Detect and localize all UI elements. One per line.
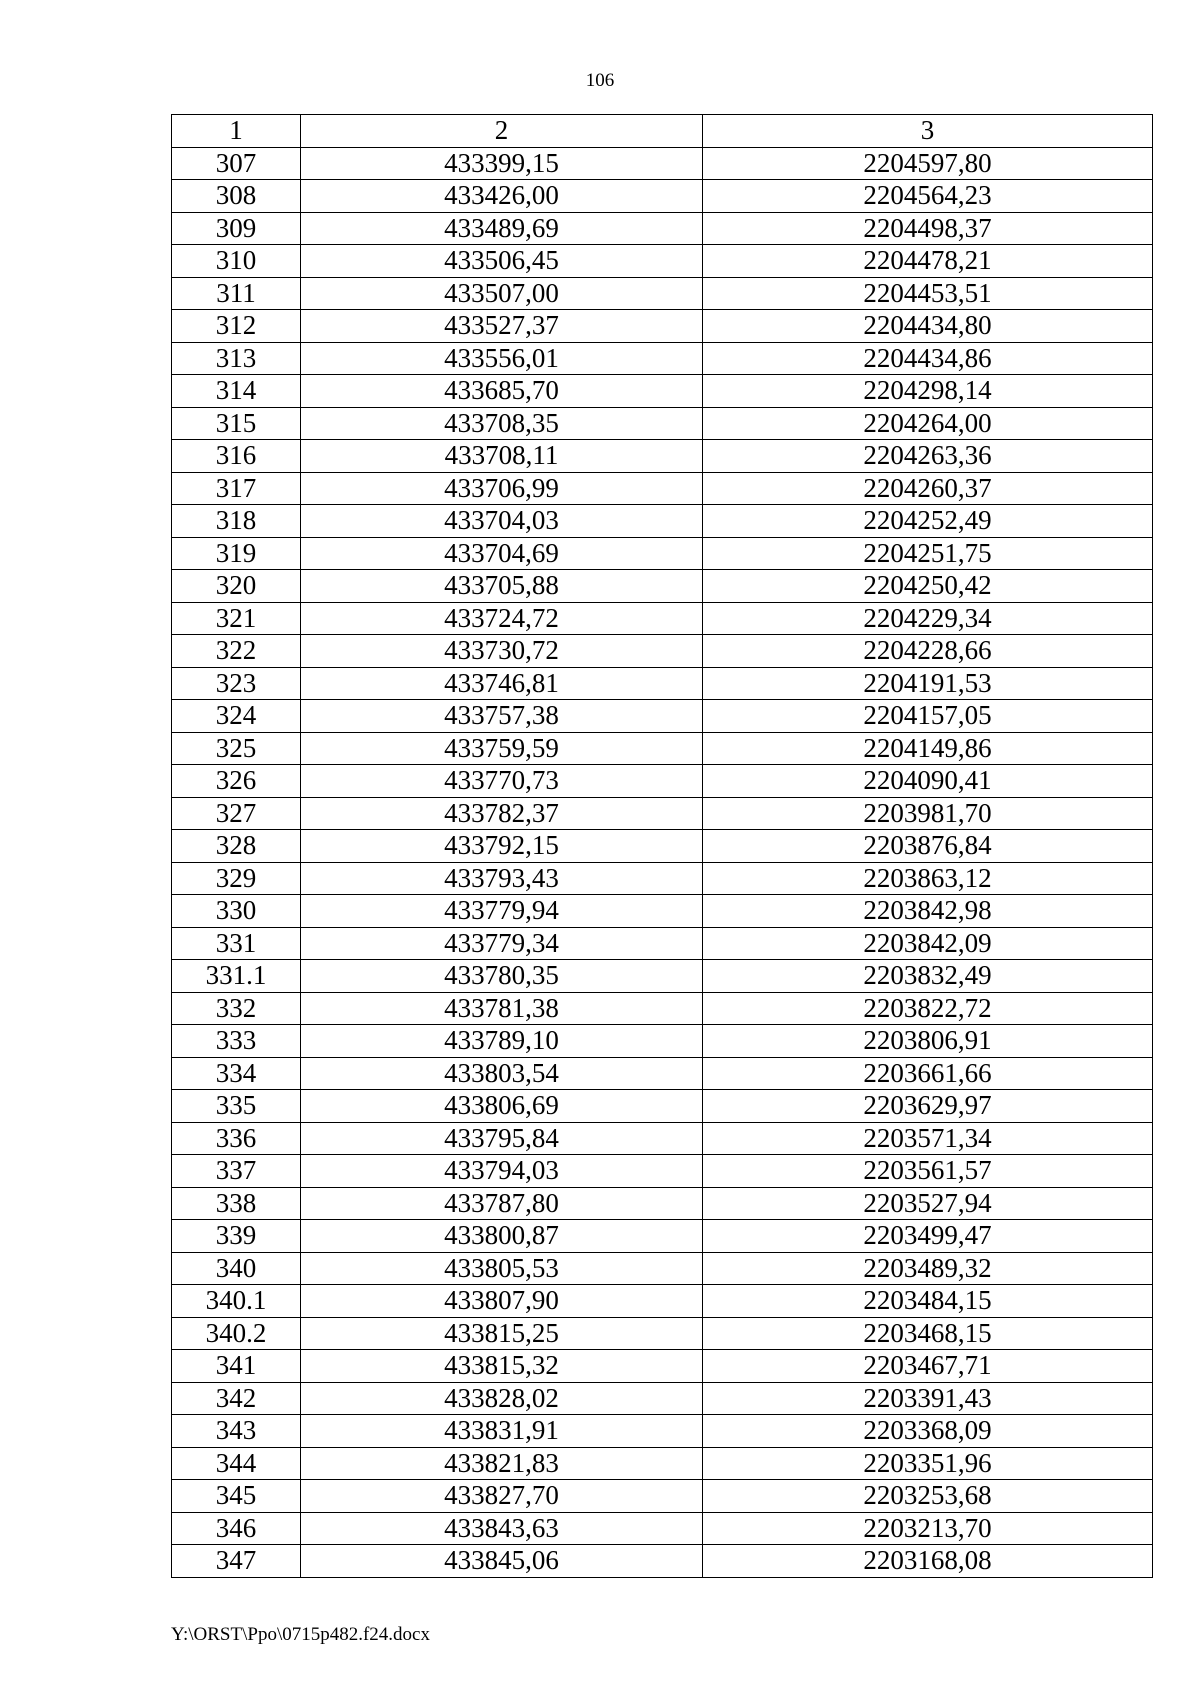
x-coordinate-cell: 433792,15	[301, 830, 703, 863]
y-coordinate-cell: 2204597,80	[703, 147, 1153, 180]
table-row	[172, 927, 1153, 960]
table-header-row	[172, 115, 1153, 148]
table-row	[172, 570, 1153, 603]
table-row	[172, 1057, 1153, 1090]
point-number-cell: 320	[172, 570, 301, 603]
point-number-cell: 314	[172, 375, 301, 408]
table-row	[172, 407, 1153, 440]
x-coordinate-cell: 433506,45	[301, 245, 703, 278]
y-coordinate-cell: 2204264,00	[703, 407, 1153, 440]
y-coordinate-cell: 2204260,37	[703, 472, 1153, 505]
y-coordinate-cell: 2203368,09	[703, 1415, 1153, 1448]
x-coordinate-cell: 433805,53	[301, 1252, 703, 1285]
table-row	[172, 1025, 1153, 1058]
table-row	[172, 1382, 1153, 1415]
point-number-cell: 333	[172, 1025, 301, 1058]
y-coordinate-cell: 2203351,96	[703, 1447, 1153, 1480]
table-row	[172, 992, 1153, 1025]
x-coordinate-cell: 433815,25	[301, 1317, 703, 1350]
point-number-cell: 336	[172, 1122, 301, 1155]
y-coordinate-cell: 2204298,14	[703, 375, 1153, 408]
y-coordinate-cell: 2203168,08	[703, 1545, 1153, 1578]
y-coordinate-cell: 2204149,86	[703, 732, 1153, 765]
point-number-cell: 323	[172, 667, 301, 700]
y-coordinate-cell: 2204251,75	[703, 537, 1153, 570]
table-row	[172, 1350, 1153, 1383]
point-number-cell: 322	[172, 635, 301, 668]
y-coordinate-cell: 2204564,23	[703, 180, 1153, 213]
point-number-cell: 310	[172, 245, 301, 278]
y-coordinate-cell: 2204157,05	[703, 700, 1153, 733]
point-number-cell: 337	[172, 1155, 301, 1188]
y-coordinate-cell: 2204263,36	[703, 440, 1153, 473]
table-row	[172, 1285, 1153, 1318]
y-coordinate-cell: 2203842,98	[703, 895, 1153, 928]
y-coordinate-cell: 2203484,15	[703, 1285, 1153, 1318]
table-row	[172, 602, 1153, 635]
x-coordinate-cell: 433794,03	[301, 1155, 703, 1188]
y-coordinate-cell: 2203467,71	[703, 1350, 1153, 1383]
x-coordinate-cell: 433706,99	[301, 472, 703, 505]
x-coordinate-cell: 433831,91	[301, 1415, 703, 1448]
point-number-cell: 328	[172, 830, 301, 863]
x-coordinate-cell: 433815,32	[301, 1350, 703, 1383]
column-header: 1	[172, 115, 301, 148]
x-coordinate-cell: 433746,81	[301, 667, 703, 700]
point-number-cell: 334	[172, 1057, 301, 1090]
table-row	[172, 797, 1153, 830]
table-row	[172, 180, 1153, 213]
x-coordinate-cell: 433705,88	[301, 570, 703, 603]
point-number-cell: 340	[172, 1252, 301, 1285]
table-row	[172, 1415, 1153, 1448]
x-coordinate-cell: 433779,94	[301, 895, 703, 928]
x-coordinate-cell: 433685,70	[301, 375, 703, 408]
table-row	[172, 960, 1153, 993]
point-number-cell: 326	[172, 765, 301, 798]
y-coordinate-cell: 2204250,42	[703, 570, 1153, 603]
table-row	[172, 212, 1153, 245]
point-number-cell: 307	[172, 147, 301, 180]
point-number-cell: 318	[172, 505, 301, 538]
y-coordinate-cell: 2203468,15	[703, 1317, 1153, 1350]
y-coordinate-cell: 2204434,80	[703, 310, 1153, 343]
y-coordinate-cell: 2203876,84	[703, 830, 1153, 863]
point-number-cell: 324	[172, 700, 301, 733]
table-row	[172, 1220, 1153, 1253]
y-coordinate-cell: 2203842,09	[703, 927, 1153, 960]
x-coordinate-cell: 433795,84	[301, 1122, 703, 1155]
table-row	[172, 862, 1153, 895]
point-number-cell: 346	[172, 1512, 301, 1545]
point-number-cell: 312	[172, 310, 301, 343]
x-coordinate-cell: 433782,37	[301, 797, 703, 830]
point-number-cell: 340.2	[172, 1317, 301, 1350]
point-number-cell: 339	[172, 1220, 301, 1253]
point-number-cell: 311	[172, 277, 301, 310]
page-number: 106	[585, 70, 615, 91]
column-header: 2	[301, 115, 703, 148]
table-row	[172, 147, 1153, 180]
x-coordinate-cell: 433827,70	[301, 1480, 703, 1513]
x-coordinate-cell: 433708,35	[301, 407, 703, 440]
x-coordinate-cell: 433708,11	[301, 440, 703, 473]
x-coordinate-cell: 433807,90	[301, 1285, 703, 1318]
point-number-cell: 315	[172, 407, 301, 440]
point-number-cell: 313	[172, 342, 301, 375]
y-coordinate-cell: 2204434,86	[703, 342, 1153, 375]
table-row	[172, 635, 1153, 668]
table-row	[172, 1090, 1153, 1123]
x-coordinate-cell: 433793,43	[301, 862, 703, 895]
table-row	[172, 1155, 1153, 1188]
table-row	[172, 245, 1153, 278]
point-number-cell: 325	[172, 732, 301, 765]
y-coordinate-cell: 2204498,37	[703, 212, 1153, 245]
y-coordinate-cell: 2203499,47	[703, 1220, 1153, 1253]
table-row	[172, 277, 1153, 310]
y-coordinate-cell: 2204229,34	[703, 602, 1153, 635]
table-row	[172, 537, 1153, 570]
point-number-cell: 332	[172, 992, 301, 1025]
table-row	[172, 1545, 1153, 1578]
point-number-cell: 344	[172, 1447, 301, 1480]
footer-file-path: Y:\ORST\Ppo\0715p482.f24.docx	[171, 1624, 430, 1645]
x-coordinate-cell: 433724,72	[301, 602, 703, 635]
y-coordinate-cell: 2203629,97	[703, 1090, 1153, 1123]
x-coordinate-cell: 433489,69	[301, 212, 703, 245]
point-number-cell: 321	[172, 602, 301, 635]
table-row	[172, 732, 1153, 765]
table-row	[172, 472, 1153, 505]
point-number-cell: 330	[172, 895, 301, 928]
table-row	[172, 1447, 1153, 1480]
point-number-cell: 331.1	[172, 960, 301, 993]
point-number-cell: 340.1	[172, 1285, 301, 1318]
table-row	[172, 375, 1153, 408]
y-coordinate-cell: 2203489,32	[703, 1252, 1153, 1285]
point-number-cell: 331	[172, 927, 301, 960]
x-coordinate-cell: 433759,59	[301, 732, 703, 765]
table-row	[172, 440, 1153, 473]
point-number-cell: 343	[172, 1415, 301, 1448]
x-coordinate-cell: 433426,00	[301, 180, 703, 213]
table-row	[172, 895, 1153, 928]
y-coordinate-cell: 2204228,66	[703, 635, 1153, 668]
x-coordinate-cell: 433556,01	[301, 342, 703, 375]
x-coordinate-cell: 433828,02	[301, 1382, 703, 1415]
table-row	[172, 667, 1153, 700]
table-row	[172, 830, 1153, 863]
y-coordinate-cell: 2203253,68	[703, 1480, 1153, 1513]
table-row	[172, 505, 1153, 538]
point-number-cell: 309	[172, 212, 301, 245]
x-coordinate-cell: 433821,83	[301, 1447, 703, 1480]
x-coordinate-cell: 433507,00	[301, 277, 703, 310]
table-row	[172, 1252, 1153, 1285]
point-number-cell: 327	[172, 797, 301, 830]
y-coordinate-cell: 2203832,49	[703, 960, 1153, 993]
y-coordinate-cell: 2204453,51	[703, 277, 1153, 310]
x-coordinate-cell: 433730,72	[301, 635, 703, 668]
point-number-cell: 316	[172, 440, 301, 473]
point-number-cell: 319	[172, 537, 301, 570]
y-coordinate-cell: 2204478,21	[703, 245, 1153, 278]
x-coordinate-cell: 433781,38	[301, 992, 703, 1025]
table-row	[172, 342, 1153, 375]
y-coordinate-cell: 2203981,70	[703, 797, 1153, 830]
x-coordinate-cell: 433787,80	[301, 1187, 703, 1220]
point-number-cell: 335	[172, 1090, 301, 1123]
x-coordinate-cell: 433843,63	[301, 1512, 703, 1545]
table-row	[172, 1480, 1153, 1513]
table-row	[172, 1122, 1153, 1155]
table-body	[172, 147, 1153, 1577]
y-coordinate-cell: 2203571,34	[703, 1122, 1153, 1155]
table-row	[172, 1512, 1153, 1545]
point-number-cell: 345	[172, 1480, 301, 1513]
point-number-cell: 329	[172, 862, 301, 895]
x-coordinate-cell: 433757,38	[301, 700, 703, 733]
x-coordinate-cell: 433704,69	[301, 537, 703, 570]
point-number-cell: 347	[172, 1545, 301, 1578]
x-coordinate-cell: 433803,54	[301, 1057, 703, 1090]
y-coordinate-cell: 2204191,53	[703, 667, 1153, 700]
table-row	[172, 700, 1153, 733]
y-coordinate-cell: 2203661,66	[703, 1057, 1153, 1090]
table-row	[172, 1187, 1153, 1220]
point-number-cell: 341	[172, 1350, 301, 1383]
x-coordinate-cell: 433800,87	[301, 1220, 703, 1253]
coordinates-table	[171, 114, 1153, 1578]
x-coordinate-cell: 433770,73	[301, 765, 703, 798]
x-coordinate-cell: 433845,06	[301, 1545, 703, 1578]
column-header: 3	[703, 115, 1153, 148]
point-number-cell: 308	[172, 180, 301, 213]
y-coordinate-cell: 2204090,41	[703, 765, 1153, 798]
y-coordinate-cell: 2203822,72	[703, 992, 1153, 1025]
x-coordinate-cell: 433527,37	[301, 310, 703, 343]
y-coordinate-cell: 2203806,91	[703, 1025, 1153, 1058]
point-number-cell: 317	[172, 472, 301, 505]
x-coordinate-cell: 433789,10	[301, 1025, 703, 1058]
y-coordinate-cell: 2204252,49	[703, 505, 1153, 538]
y-coordinate-cell: 2203391,43	[703, 1382, 1153, 1415]
x-coordinate-cell: 433704,03	[301, 505, 703, 538]
table-row	[172, 1317, 1153, 1350]
point-number-cell: 338	[172, 1187, 301, 1220]
table-row	[172, 310, 1153, 343]
x-coordinate-cell: 433780,35	[301, 960, 703, 993]
y-coordinate-cell: 2203527,94	[703, 1187, 1153, 1220]
y-coordinate-cell: 2203213,70	[703, 1512, 1153, 1545]
y-coordinate-cell: 2203863,12	[703, 862, 1153, 895]
y-coordinate-cell: 2203561,57	[703, 1155, 1153, 1188]
x-coordinate-cell: 433779,34	[301, 927, 703, 960]
x-coordinate-cell: 433806,69	[301, 1090, 703, 1123]
x-coordinate-cell: 433399,15	[301, 147, 703, 180]
table-row	[172, 765, 1153, 798]
point-number-cell: 342	[172, 1382, 301, 1415]
